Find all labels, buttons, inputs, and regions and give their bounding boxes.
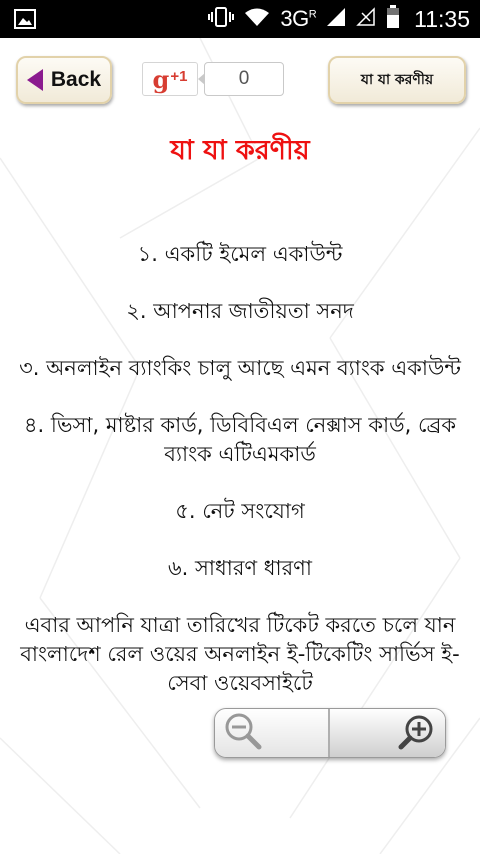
page-title: যা যা করণীয় <box>170 135 310 166</box>
zoom-control <box>214 708 446 758</box>
gallery-icon <box>14 9 36 33</box>
wifi-icon <box>244 7 270 31</box>
google-plus-one-label: +1 <box>170 67 188 85</box>
clock: 11:35 <box>414 5 470 32</box>
google-plus-one-button[interactable] <box>142 62 198 96</box>
zoom-out-button[interactable] <box>215 709 330 757</box>
zoom-out-icon <box>223 711 263 755</box>
back-button[interactable] <box>16 56 112 104</box>
zoom-in-button[interactable] <box>330 709 445 757</box>
signal-icon <box>326 7 346 31</box>
status-icons <box>208 0 470 38</box>
list-item: ৩. অনলাইন ব্যাংকিং চালু আছে এমন ব্যাংক একাউন্ট <box>19 356 461 380</box>
list-item: ২. আপনার জাতীয়তা সনদ <box>126 299 354 323</box>
plus-one-count: 0 <box>204 62 284 96</box>
back-arrow-icon <box>27 69 43 91</box>
status-bar <box>0 0 480 38</box>
network-type: $3G^R$ <box>280 6 317 31</box>
list-item: ৬. সাধারণ ধারণা <box>168 556 312 580</box>
list-item: ১. একটি ইমেল একাউন্ট <box>137 242 343 266</box>
signal-empty-icon <box>356 7 376 31</box>
todo-button[interactable]: যা যা করণীয় <box>328 56 466 104</box>
vibrate-icon <box>208 6 234 32</box>
battery-icon <box>386 5 400 33</box>
instruction-paragraph: এবার আপনি যাত্রা তারিখের টিকেট করতে চলে যান বাংলাদেশ রেল ওয়ের অনলাইন ই-টিকেটিং সার্ভিস ই-সেবা ওয়েবসাইটে <box>20 613 460 695</box>
list-item: ৫. নেট সংযোগ <box>175 499 305 523</box>
google-plus-g: g <box>152 64 170 94</box>
zoom-in-icon <box>397 711 437 755</box>
list-item: ৪. ভিসা, মাষ্টার কার্ড, ডিবিবিএল নেক্সাস কার্ড, ব্রেক ব্যাংক এটিএমকার্ড <box>23 413 457 466</box>
content-area <box>18 240 462 726</box>
back-button-label: Back <box>50 68 102 91</box>
